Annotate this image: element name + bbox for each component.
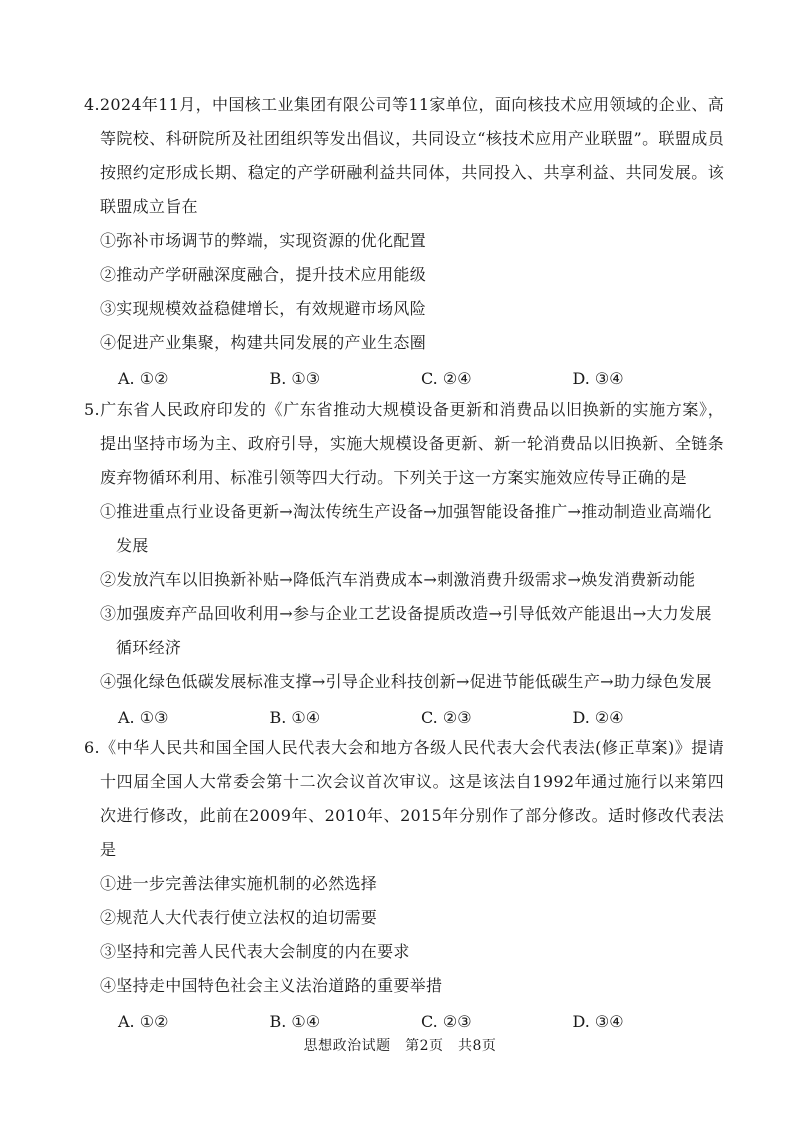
question-number: 5. xyxy=(84,400,100,419)
question-4 xyxy=(84,88,724,396)
statement-item: ②规范人大代表行使立法权的迫切需要 xyxy=(100,908,378,927)
option-a[interactable]: A. ①② xyxy=(118,1012,169,1031)
statement-list xyxy=(84,867,724,1003)
option-d[interactable]: D. ②④ xyxy=(572,708,624,727)
statement-item: ①进一步完善法律实施机制的必然选择 xyxy=(100,874,378,893)
statement-list xyxy=(84,495,724,699)
page-footer: 思想政治试题 第2页 共8页 xyxy=(303,1038,497,1054)
question-stem xyxy=(84,88,724,224)
statement-item: ③实现规模效益稳健增长，有效规避市场风险 xyxy=(100,299,427,318)
option-d[interactable]: D. ③④ xyxy=(572,369,624,388)
option-c[interactable]: C. ②③ xyxy=(421,708,472,727)
option-c[interactable]: C. ②④ xyxy=(421,369,472,388)
question-6 xyxy=(84,731,724,1039)
question-text: 《中华人民共和国全国人民代表大会和地方各级人民代表大会代表法(修正草案)》提请十四届全国人大常委会第十二次会议首次审议。这是该法自1992年通过施行以来第四次进行修改，此前在2009年、2010年、2015年分别作了部分修改。适时修改代表法是 xyxy=(99,738,724,859)
question-number: 6. xyxy=(84,738,100,757)
statement-item: ④促进产业集聚，构建共同发展的产业生态圈 xyxy=(100,333,427,352)
statement-item: ④强化绿色低碳发展标准支撑→引导企业科技创新→促进节能低碳生产→助力绿色发展 xyxy=(100,672,712,691)
statement-item: ①推进重点行业设备更新→淘汰传统生产设备→加强智能设备推广→推动制造业高端化发展 xyxy=(100,502,712,555)
option-d[interactable]: D. ③④ xyxy=(572,1012,624,1031)
statement-item: ③加强废弃产品回收利用→参与企业工艺设备提质改造→引导低效产能退出→大力发展循环经济 xyxy=(100,604,712,657)
statement-item: ①弥补市场调节的弊端，实现资源的优化配置 xyxy=(100,231,427,250)
option-b[interactable]: B. ①④ xyxy=(269,1012,321,1031)
option-b[interactable]: B. ①③ xyxy=(269,369,321,388)
statement-item: ②推动产学研融深度融合，提升技术应用能级 xyxy=(100,265,427,284)
answer-options xyxy=(84,362,724,396)
option-b[interactable]: B. ①④ xyxy=(269,708,321,727)
question-number: 4. xyxy=(84,95,100,114)
question-stem xyxy=(84,731,724,867)
option-a[interactable]: A. ①③ xyxy=(118,708,169,727)
answer-options xyxy=(84,701,724,735)
statement-item: ④坚持走中国特色社会主义法治道路的重要举措 xyxy=(100,976,443,995)
question-text: 广东省人民政府印发的《广东省推动大规模设备更新和消费品以旧换新的实施方案》，提出坚持市场为主、政府引导，实施大规模设备更新、新一轮消费品以旧换新、全链条废弃物循环利用、标准引领等四大行动。下列关于这一方案实施效应传导正确的是 xyxy=(99,400,724,487)
question-stem xyxy=(84,393,724,495)
question-text: 2024年11月，中国核工业集团有限公司等11家单位，面向核技术应用领域的企业、高等院校、科研院所及社团组织等发出倡议，共同设立“核技术应用产业联盟”。联盟成员按照约定形成长期、稳定的产学研融利益共同体，共同投入、共享利益、共同发展。该联盟成立旨在 xyxy=(99,95,724,216)
option-c[interactable]: C. ②③ xyxy=(421,1012,472,1031)
question-5 xyxy=(84,393,724,735)
answer-options xyxy=(84,1005,724,1039)
statement-item: ②发放汽车以旧换新补贴→降低汽车消费成本→刺激消费升级需求→焕发消费新动能 xyxy=(100,570,696,589)
option-a[interactable]: A. ①② xyxy=(118,369,169,388)
statement-list xyxy=(84,224,724,360)
statement-item: ③坚持和完善人民代表大会制度的内在要求 xyxy=(100,942,410,961)
